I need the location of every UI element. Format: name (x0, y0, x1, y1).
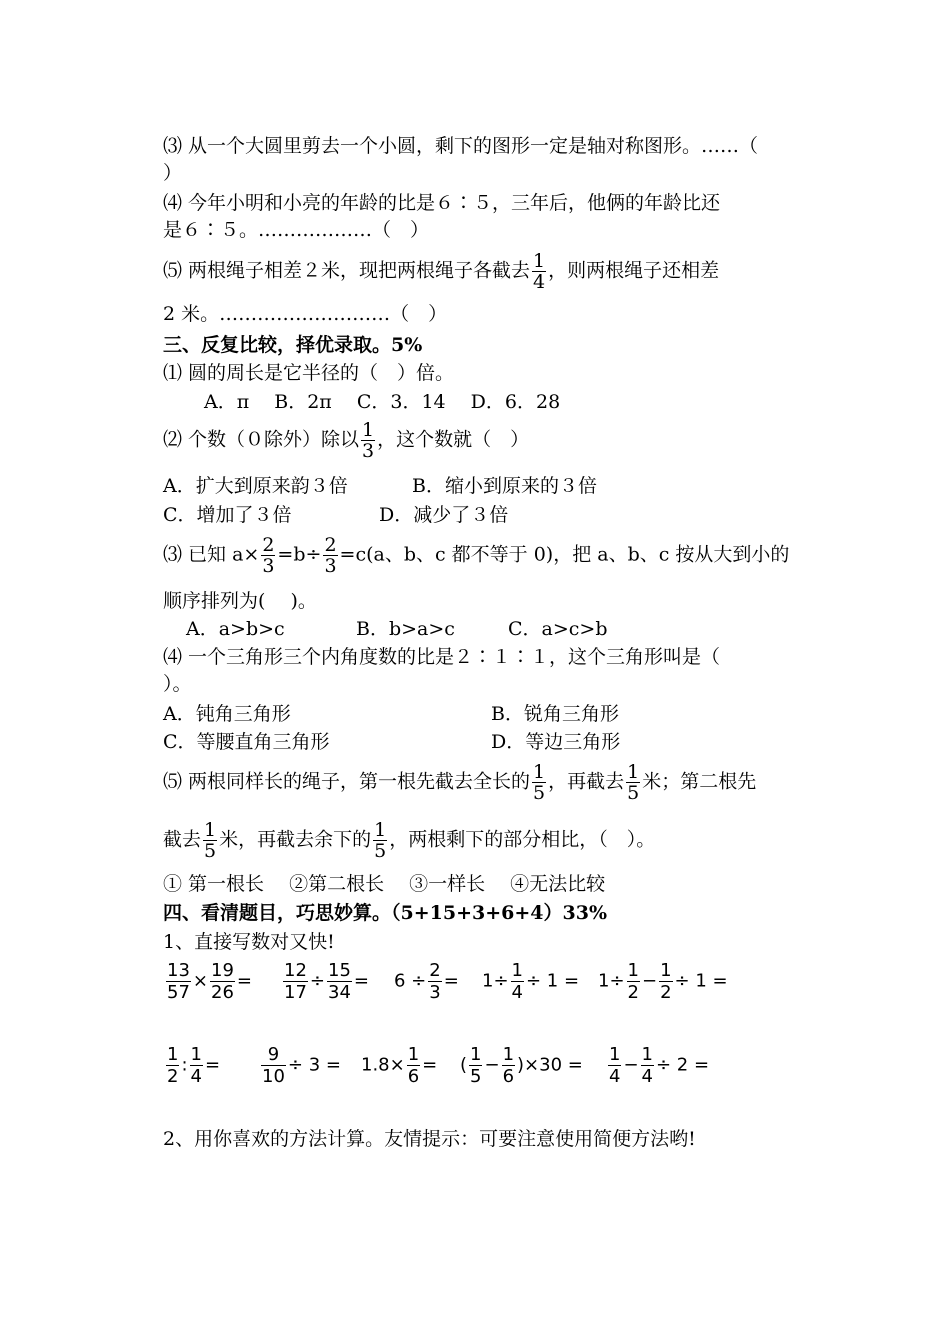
suffix: ÷ 1 = (526, 970, 580, 992)
s3-q5-mid2: 米，再截去余下的 (219, 828, 372, 851)
prefix: 1÷ (482, 970, 509, 992)
operator: − (642, 970, 658, 992)
s3-q3-pre: ⑶ 已知 a× (163, 543, 260, 566)
fraction (407, 1044, 420, 1087)
s3-q3-option-b: B．b>a>c (356, 618, 455, 640)
s3-q5-pre2: 截去 (163, 828, 202, 851)
numerator: 2 (429, 960, 441, 981)
numerator: 1 (533, 250, 546, 272)
operator: ÷ (309, 970, 325, 992)
fraction (627, 960, 640, 1003)
calc-expression (460, 1044, 583, 1087)
tf-q4: ⑷ 今年小明和小亮的年龄的比是６∶５，三年后，他俩的年龄比还 (163, 192, 721, 214)
numerator: 12 (284, 960, 307, 981)
calc-expression (598, 960, 728, 1003)
s3-q5-pre: ⑸ 两根同样长的绳子，第一根先截去全长的 (163, 770, 531, 793)
fraction (323, 535, 337, 576)
fraction (261, 535, 275, 576)
numerator: 1 (374, 819, 387, 841)
s3-q2 (163, 420, 529, 461)
denominator: 10 (262, 1066, 285, 1087)
denominator: 5 (374, 840, 387, 862)
denominator: 26 (211, 982, 234, 1003)
s3-q5-mid: ，再截去 (548, 770, 625, 793)
fraction (502, 1044, 515, 1087)
tf-q3-cont: ） (163, 162, 183, 184)
s3-q2-pre: ⑵ 个数（０除外）除以 (163, 428, 360, 451)
s3-q3 (163, 535, 789, 576)
tf-q5-pre: ⑸ 两根绳子相差２米，现把两根绳子各截去 (163, 259, 531, 282)
denominator: 34 (328, 982, 351, 1003)
s3-q3-mid: =b÷ (277, 543, 322, 566)
s3-q4: ⑷ 一个三角形三个内角度数的比是２∶１∶１，这个三角形叫是（ (163, 646, 721, 668)
numerator: 1 (502, 1044, 515, 1065)
fraction (261, 1044, 286, 1087)
numerator: 1 (204, 819, 217, 841)
operator: − (484, 1054, 500, 1076)
numerator: 1 (660, 960, 672, 981)
denominator: 4 (641, 1066, 653, 1087)
fraction (373, 820, 387, 861)
s3-q2-option-c: C．增加了３倍 (163, 504, 292, 526)
fraction (608, 1044, 621, 1087)
suffix: ÷ 3 = (287, 1054, 341, 1076)
s4-part2: 2、用你喜欢的方法计算。友情提示：可要注意使用简便方法哟! (163, 1128, 696, 1150)
fraction (166, 1044, 179, 1087)
numerator: 1 (407, 1044, 420, 1065)
tf-q5-cont: 2 米。………………………（ ） (163, 303, 448, 325)
s3-q3-option-a: A．a>b>c (186, 618, 285, 640)
fraction (327, 960, 352, 1003)
denominator: 2 (660, 982, 672, 1003)
denominator: 4 (533, 271, 546, 293)
s3-q1: ⑴ 圆的周长是它半径的（ ）倍。 (163, 362, 455, 384)
equals: = (443, 970, 459, 992)
numerator: 1 (533, 761, 546, 783)
numerator: 1 (190, 1044, 202, 1065)
tf-q3: ⑶ 从一个大圆里剪去一个小圆，剩下的图形一定是轴对称图形。……（ (163, 135, 759, 157)
numerator: 19 (211, 960, 234, 981)
numerator: 2 (324, 534, 337, 556)
fraction (659, 960, 672, 1003)
s4-part1: 1、直接写数对又快! (163, 931, 335, 953)
denominator: 6 (502, 1066, 515, 1087)
denominator: 2 (167, 1066, 179, 1087)
fraction (626, 762, 640, 803)
tf-q5 (163, 251, 719, 292)
numerator: 15 (328, 960, 351, 981)
numerator: 1 (167, 1044, 179, 1065)
numerator: 2 (262, 534, 275, 556)
s3-q5 (163, 762, 756, 803)
numerator: 1 (470, 1044, 482, 1065)
s3-q5-line2 (163, 820, 655, 861)
numerator: 13 (167, 960, 190, 981)
s3-q2-option-d: D．减少了３倍 (379, 504, 509, 526)
denominator: 3 (262, 555, 275, 577)
s3-q4-option-d: D．等边三角形 (491, 731, 621, 753)
s3-q2-option-b: B．缩小到原来的３倍 (412, 475, 597, 497)
fraction (203, 820, 217, 861)
denominator: 4 (190, 1066, 202, 1087)
denominator: 3 (324, 555, 337, 577)
s3-q3-cont: 顺序排列为( )。 (163, 590, 317, 612)
fraction (361, 420, 375, 461)
s3-q5-post: 米；第二根先 (642, 770, 757, 793)
fraction (210, 960, 235, 1003)
fraction (190, 1044, 203, 1087)
calc-expression (606, 1044, 709, 1087)
denominator: 5 (204, 840, 217, 862)
s3-q4-option-a: A．钝角三角形 (163, 703, 291, 725)
section-4-title: 四、看清题目，巧思妙算。（5+15+3+6+4）33% (163, 902, 607, 924)
denominator: 4 (511, 982, 523, 1003)
equals: = (236, 970, 252, 992)
operator: − (623, 1054, 639, 1076)
suffix: ÷ 1 = (674, 970, 728, 992)
s3-q4-cont: ）。 (163, 673, 192, 695)
prefix: ( (460, 1054, 468, 1076)
denominator: 6 (407, 1066, 420, 1087)
s3-q5-post2: ，两根剩下的部分相比，（ ）。 (389, 828, 656, 851)
numerator: 1 (627, 761, 640, 783)
calc-expression (281, 960, 369, 1003)
calc-expression (164, 1044, 220, 1087)
s3-q3-post: =c(a、b、c 都不等于 0)，把 a、b、c 按从大到小的 (339, 543, 790, 566)
calc-expression (394, 960, 459, 1003)
fraction (532, 251, 546, 292)
denominator: 17 (284, 982, 307, 1003)
numerator: 1 (362, 419, 375, 441)
numerator: 1 (511, 960, 523, 981)
s3-q3-option-c: C．a>c>b (508, 618, 608, 640)
section-3-title: 三、反复比较，择优录取。5% (163, 334, 423, 356)
numerator: 1 (609, 1044, 621, 1065)
equals: = (353, 970, 369, 992)
s3-q1-options: A．π B．2π C．3．14 D．6．28 (204, 391, 561, 413)
tf-q4-cont: 是６∶５。………………（ ） (163, 219, 430, 241)
calc-expression (259, 1044, 341, 1087)
tf-q5-post: ，则两根绳子还相差 (548, 259, 720, 282)
fraction (532, 762, 546, 803)
s3-q4-option-b: B．锐角三角形 (491, 703, 619, 725)
denominator: 5 (470, 1066, 482, 1087)
s3-q2-post: ，这个数就（ ） (377, 428, 530, 451)
denominator: 4 (609, 1066, 621, 1087)
numerator: 9 (261, 1044, 286, 1066)
equals: = (422, 1054, 438, 1076)
fraction (641, 1044, 654, 1087)
calc-expression (482, 960, 579, 1003)
denominator: 3 (362, 440, 375, 462)
operator: : (181, 1054, 188, 1076)
prefix: 1.8× (361, 1054, 405, 1076)
calc-expression (164, 960, 252, 1003)
s3-q5-options: ① 第一根长 ②第二根长 ③一样长 ④无法比较 (163, 873, 606, 895)
denominator: 2 (627, 982, 639, 1003)
denominator: 57 (167, 982, 190, 1003)
s3-q2-option-a: A．扩大到原来韵３倍 (163, 475, 348, 497)
operator: × (192, 970, 208, 992)
suffix: ÷ 2 = (656, 1054, 710, 1076)
denominator: 5 (533, 782, 546, 804)
equals: = (204, 1054, 221, 1076)
suffix: )×30 = (517, 1054, 583, 1076)
fraction (469, 1044, 482, 1087)
denominator: 3 (429, 982, 441, 1003)
prefix: 1÷ (598, 970, 625, 992)
s3-q4-option-c: C．等腰直角三角形 (163, 731, 330, 753)
fraction (428, 960, 441, 1003)
denominator: 5 (627, 782, 640, 804)
prefix: 6 ÷ (394, 970, 427, 992)
numerator: 1 (627, 960, 639, 981)
numerator: 1 (641, 1044, 653, 1065)
fraction (283, 960, 308, 1003)
fraction (511, 960, 524, 1003)
calc-expression (361, 1044, 437, 1087)
fraction (166, 960, 191, 1003)
